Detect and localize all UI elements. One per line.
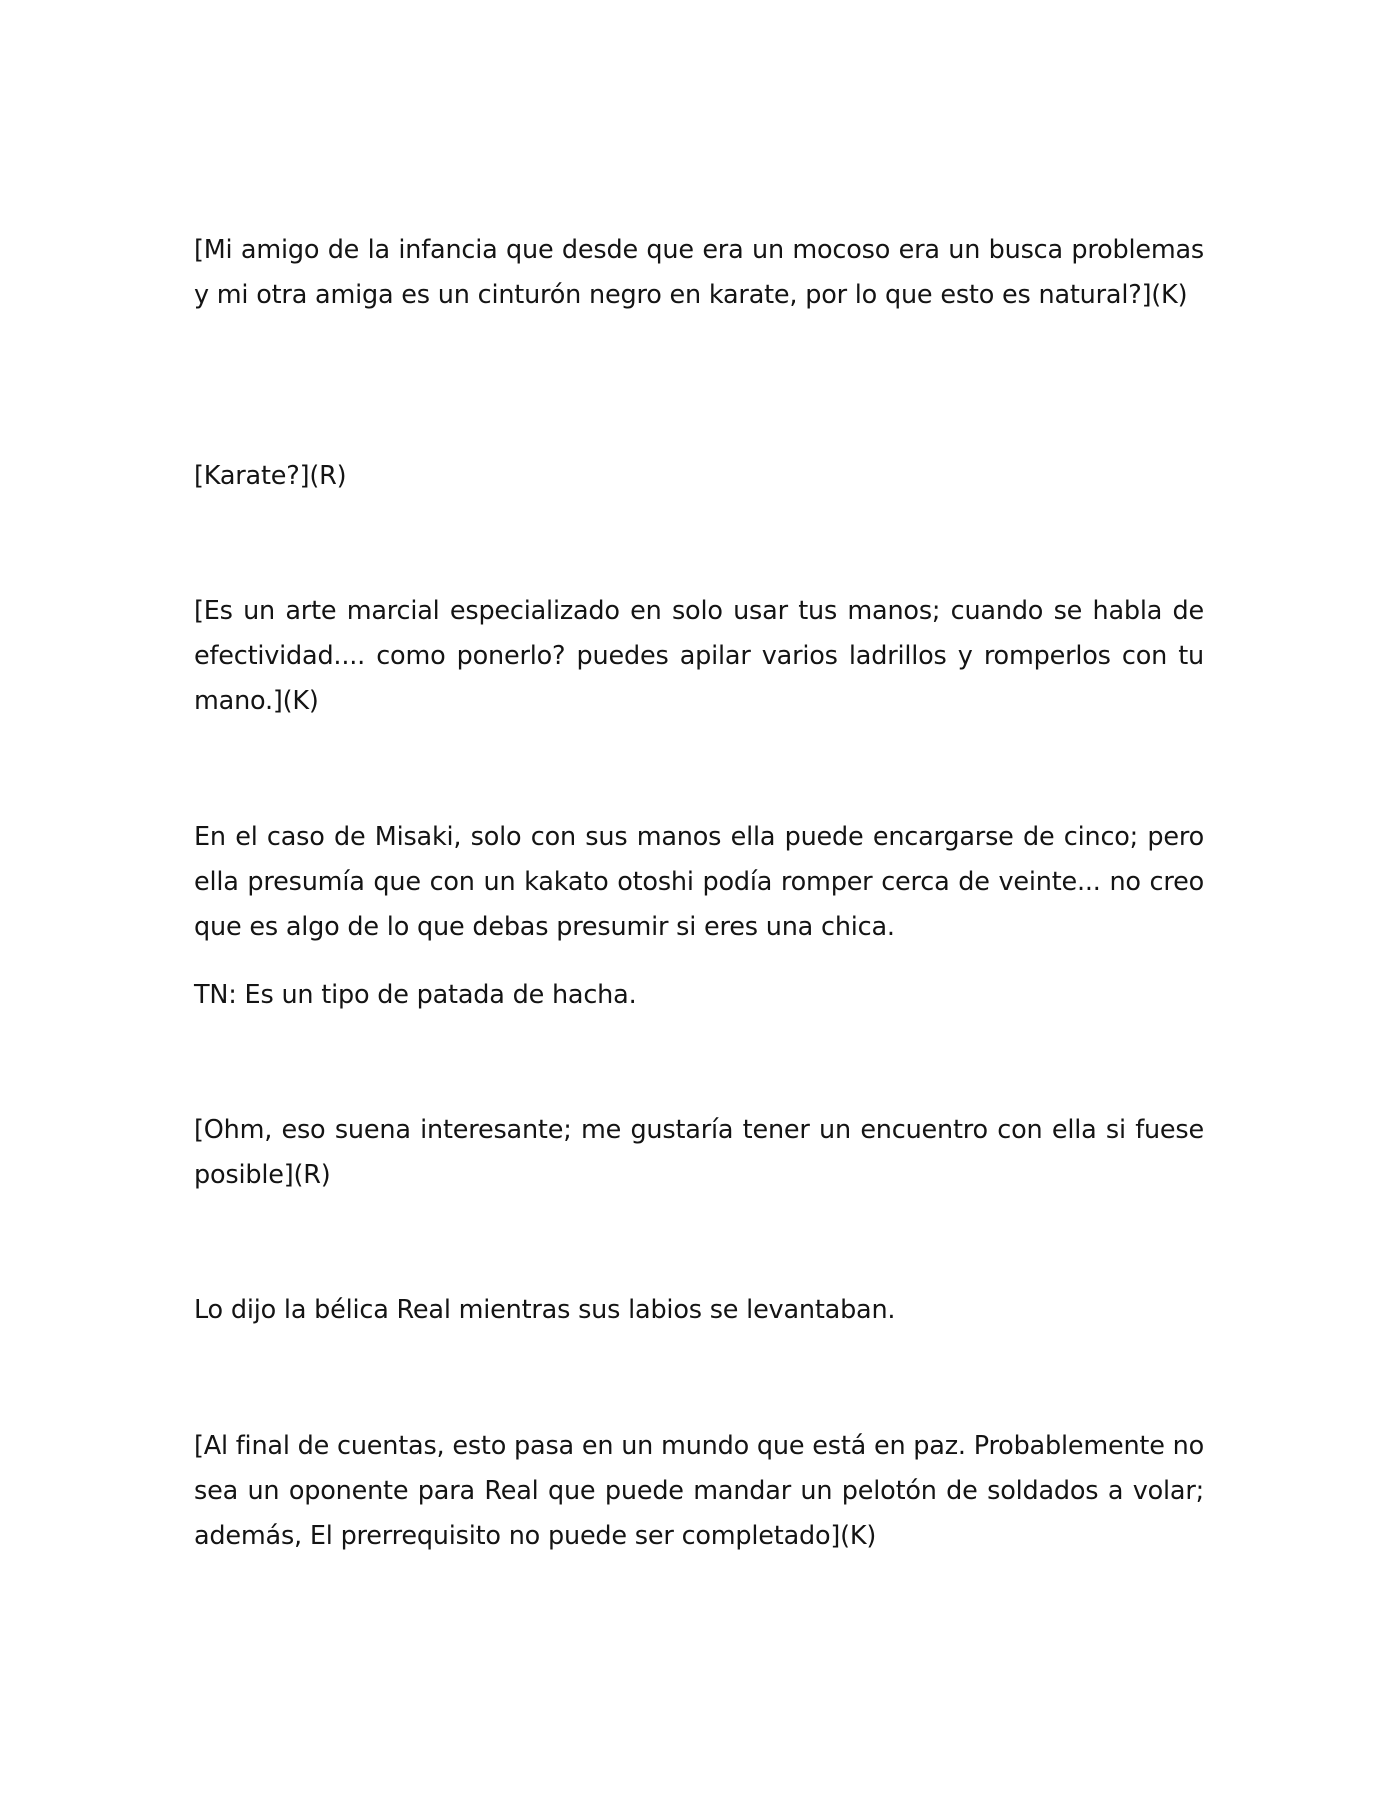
paragraph-narration-2: Lo dijo la bélica Real mientras sus labios se levantaban. <box>194 1295 896 1325</box>
paragraph-dialogue-k-3: [Al final de cuentas, esto pasa en un mundo que está en paz. Probablemente no sea un oponente para Real que puede mandar un pelotón de soldados a volar; además, El prerrequisito no puede ser completado](K) <box>194 1431 1204 1551</box>
paragraph-dialogue-r-2: [Ohm, eso suena interesante; me gustaría tener un encuentro con ella si fuese posible](R) <box>194 1115 1204 1190</box>
paragraph-dialogue-k-1: [Mi amigo de la infancia que desde que era un mocoso era un busca problemas y mi otra amiga es un cinturón negro en karate, por lo que esto es natural?](K) <box>194 235 1204 310</box>
translator-note: TN: Es un tipo de patada de hacha. <box>194 980 637 1010</box>
paragraph-narration-1: En el caso de Misaki, solo con sus manos ella puede encargarse de cinco; pero ella presumía que con un kakato otoshi podía romper cerca de veinte... no creo que es algo de lo que debas presumir si eres una chica. <box>194 822 1204 942</box>
paragraph-dialogue-r-1: [Karate?](R) <box>194 461 347 491</box>
paragraph-dialogue-k-2: [Es un arte marcial especializado en solo usar tus manos; cuando se habla de efectividad.... como ponerlo? puedes apilar varios ladrillos y romperlos con tu mano.](K) <box>194 596 1204 716</box>
